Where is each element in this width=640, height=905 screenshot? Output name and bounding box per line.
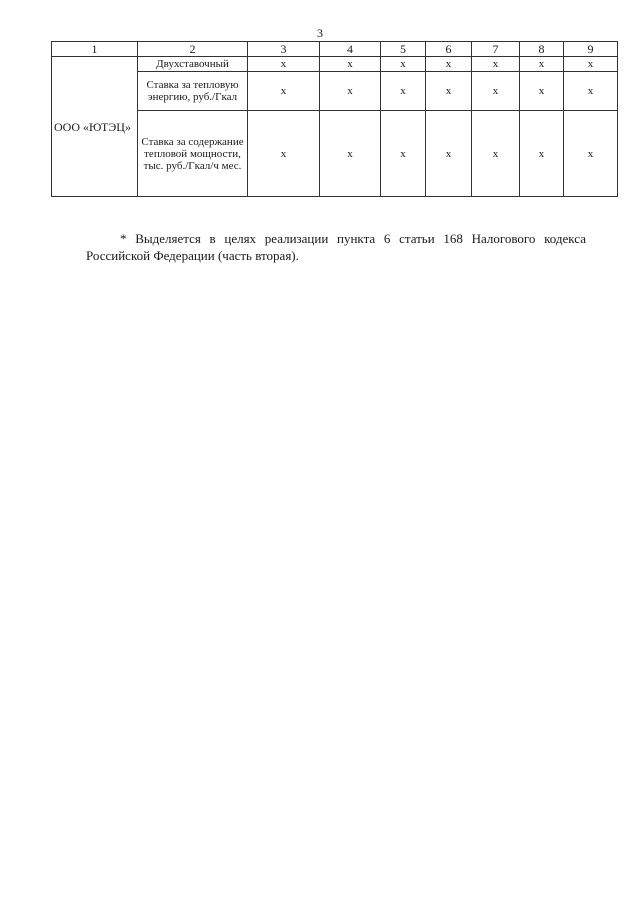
value-cell: х xyxy=(472,72,520,111)
value-cell: х xyxy=(248,111,320,197)
header-row xyxy=(52,42,618,57)
value-cell: х xyxy=(564,72,618,111)
value-cell: х xyxy=(520,72,564,111)
column-header: 9 xyxy=(564,42,618,57)
value-cell: х xyxy=(564,111,618,197)
column-header: 7 xyxy=(472,42,520,57)
value-cell: х xyxy=(472,111,520,197)
column-header: 3 xyxy=(248,42,320,57)
column-header: 5 xyxy=(381,42,426,57)
value-cell: х xyxy=(520,111,564,197)
tariff-table xyxy=(51,41,618,197)
column-header: 1 xyxy=(52,42,138,57)
column-header: 8 xyxy=(520,42,564,57)
value-cell: х xyxy=(381,72,426,111)
value-cell: х xyxy=(520,57,564,72)
value-cell: х xyxy=(426,72,472,111)
value-cell: х xyxy=(472,57,520,72)
table-row xyxy=(52,57,618,72)
row-label: Ставка за тепловую энергию, руб./Гкал xyxy=(138,72,248,111)
column-header: 2 xyxy=(138,42,248,57)
value-cell: х xyxy=(320,57,381,72)
row-label: Ставка за содержание тепловой мощности, тыс. руб./Гкал/ч мес. xyxy=(138,111,248,197)
value-cell: х xyxy=(381,111,426,197)
value-cell: х xyxy=(381,57,426,72)
value-cell: х xyxy=(320,72,381,111)
value-cell: х xyxy=(320,111,381,197)
footnote: * Выделяется в целях реализации пункта 6 статьи 168 Налогового кодекса Российской Федерации (часть вторая). xyxy=(86,231,586,263)
value-cell: х xyxy=(426,111,472,197)
value-cell: х xyxy=(426,57,472,72)
column-header: 4 xyxy=(320,42,381,57)
page-number: 3 xyxy=(317,26,323,40)
column-header: 6 xyxy=(426,42,472,57)
value-cell: х xyxy=(248,57,320,72)
row-label: Двухставочный xyxy=(138,57,248,72)
value-cell: х xyxy=(564,57,618,72)
organization-cell: ООО «ЮТЭЦ» xyxy=(52,57,138,197)
value-cell: х xyxy=(248,72,320,111)
